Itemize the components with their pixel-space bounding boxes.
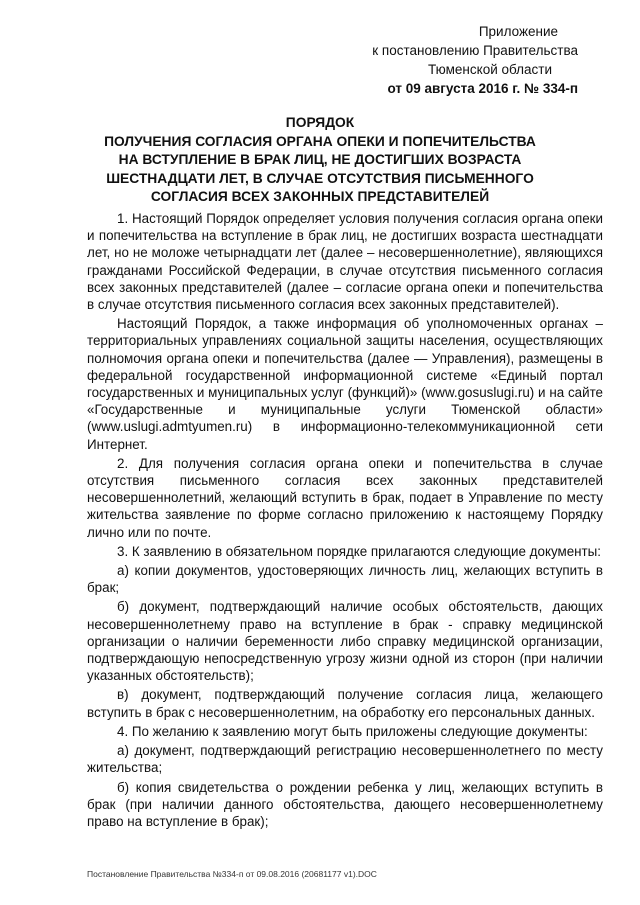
paragraph-2: Настоящий Порядок, а также информация об уполномоченных органах – территориальных управлениях социальной защиты населения, осуществляющих полномочия органа опеки и попечительства (далее — Управления), размещены в федеральной государственной информационной системе «Единый портал государственных и муниципальных услуг (функций)» (www.gosuslugi.ru) и на сайте «Государственные и муниципальные услуги Тюменской области» (www.uslugi.admtyumen.ru) в информационно-телекоммуникационной сети Интернет. bbox=[87, 316, 603, 452]
paragraph-9: а) документ, подтверждающий регистрацию несовершеннолетнего по месту жительства; bbox=[87, 743, 603, 776]
paragraph-3: 2. Для получения согласия органа опеки и попечительства в случае отсутствия письменного согласия всех законных представителей несовершеннолетний, желающий вступить в брак, подает в Управление по месту жительства заявление по форме согласно приложению к настоящему Порядку лично или по почте. bbox=[87, 455, 603, 540]
title-line: ШЕСТНАДЦАТИ ЛЕТ, В СЛУЧАЕ ОТСУТСТВИЯ ПИСЬМЕННОГО bbox=[106, 170, 534, 186]
paragraph-6: б) документ, подтверждающий наличие особых обстоятельств, дающих несовершеннолетнему право на вступление в брак - справку медицинской организации о наличии беременности либо справку медицинской организации, подтверждающую непосредственную угрозу жизни одной из сторон (при наличии указанных обстоятельств); bbox=[87, 599, 603, 684]
paragraph-7: в) документ, подтверждающий получение согласия лица, желающего вступить в брак с несовершеннолетним, на обработку его персональных данных. bbox=[87, 687, 603, 720]
page-footer: Постановление Правительства №334-п от 09.08.2016 (20681177 v1).DOC bbox=[87, 869, 377, 879]
appendix-label: Приложение bbox=[478, 24, 558, 39]
appendix-region: Тюменской области bbox=[428, 62, 552, 77]
document-body bbox=[87, 210, 603, 832]
appendix-date-number: от 09 августа 2016 г. № 334-п bbox=[387, 81, 578, 96]
document-title bbox=[95, 114, 545, 207]
title-line: СОГЛАСИЯ ВСЕХ ЗАКОННЫХ ПРЕДСТАВИТЕЛЕЙ bbox=[150, 189, 490, 204]
title-line: ПОРЯДОК bbox=[285, 115, 355, 130]
appendix-header bbox=[318, 22, 578, 98]
appendix-resolution: к постановлению Правительства bbox=[372, 43, 578, 58]
paragraph-10: б) копия свидетельства о рождении ребенка у лиц, желающих вступить в брак (при наличии данного обстоятельства, дающего несовершеннолетнему право на вступление в брак); bbox=[87, 779, 603, 829]
title-line: ПОЛУЧЕНИЯ СОГЛАСИЯ ОРГАНА ОПЕКИ И ПОПЕЧИТЕЛЬСТВА bbox=[104, 133, 536, 149]
paragraph-5: а) копии документов, удостоверяющих личность лиц, желающих вступить в брак; bbox=[87, 563, 603, 596]
paragraph-1: 1. Настоящий Порядок определяет условия получения согласия органа опеки и попечительства на вступление в брак лиц, не достигших возраста шестнадцати лет, но не моложе четырнадцати лет (далее – несовершеннолетние), являющихся гражданами Российской Федерации, в случае отсутствия письменного согласия всех законных представителей (далее – согласие органа опеки и попечительства в случае отсутствия письменного согласия всех законных представителей). bbox=[87, 211, 603, 313]
paragraph-8: 4. По желанию к заявлению могут быть приложены следующие документы: bbox=[117, 723, 588, 739]
title-line: НА ВСТУПЛЕНИЕ В БРАК ЛИЦ, НЕ ДОСТИГШИХ ВОЗРАСТА bbox=[118, 152, 522, 167]
paragraph-4: 3. К заявлению в обязательном порядке прилагаются следующие документы: bbox=[117, 543, 602, 559]
